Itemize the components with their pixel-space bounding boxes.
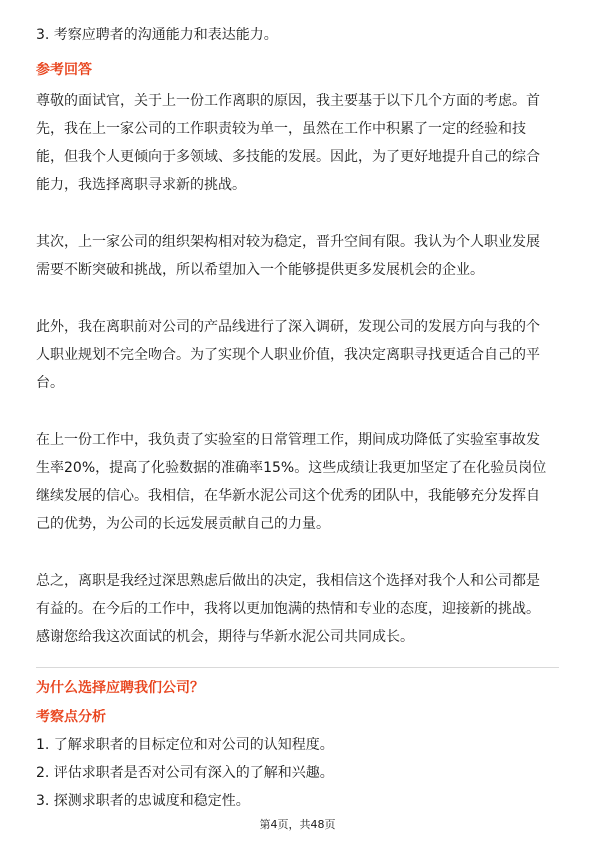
answer-line: 此外，我在离职前对公司的产品线进行了深入调研，发现公司的发展方向与我的个 (36, 319, 540, 335)
answer-line: 能力，我选择离职寻求新的挑战。 (36, 177, 246, 193)
answer-line: 在上一份工作中，我负责了实验室的日常管理工作，期间成功降低了实验室事故发 (36, 432, 540, 448)
answer-line: 总之，离职是我经过深思熟虑后做出的决定，我相信这个选择对我个人和公司都是 (36, 573, 540, 589)
answer-line: 感谢您给我这次面试的机会，期待与华新水泥公司共同成长。 (36, 629, 414, 645)
reference-answer-heading: 参考回答 (36, 62, 92, 78)
analysis-item: 3. 探测求职者的忠诚度和稳定性。 (36, 793, 250, 809)
answer-line: 先，我在上一家公司的工作职责较为单一，虽然在工作中积累了一定的经验和技 (36, 121, 526, 137)
analysis-item: 1. 了解求职者的目标定位和对公司的认知程度。 (36, 737, 334, 753)
analysis-item: 2. 评估求职者是否对公司有深入的了解和兴趣。 (36, 765, 334, 781)
answer-line: 人职业规划不完全吻合。为了实现个人职业价值，我决定离职寻找更适合自己的平 (36, 347, 540, 363)
section-divider (36, 667, 559, 668)
analysis-heading: 考察点分析 (36, 709, 106, 725)
answer-line: 继续发展的信心。我相信，在华新水泥公司这个优秀的团队中，我能够充分发挥自 (36, 488, 540, 504)
answer-line: 生率20%，提高了化验数据的准确率15%。这些成绩让我更加坚定了在化验员岗位 (36, 460, 547, 476)
question-heading: 为什么选择应聘我们公司？ (36, 680, 204, 696)
answer-line: 能，但我个人更倾向于多领域、多技能的发展。因此，为了更好地提升自己的综合 (36, 149, 540, 165)
answer-line: 台。 (36, 375, 64, 391)
answer-line: 其次，上一家公司的组织架构相对较为稳定，晋升空间有限。我认为个人职业发展 (36, 234, 540, 250)
intro-point: 3. 考察应聘者的沟通能力和表达能力。 (36, 27, 278, 43)
page-number: 第4页，共48页 (259, 818, 336, 831)
answer-line: 有益的。在今后的工作中，我将以更加饱满的热情和专业的态度，迎接新的挑战。 (36, 601, 540, 617)
answer-line: 己的优势，为公司的长远发展贡献自己的力量。 (36, 516, 330, 532)
answer-line: 尊敬的面试官，关于上一份工作离职的原因，我主要基于以下几个方面的考虑。首 (36, 93, 540, 109)
answer-line: 需要不断突破和挑战，所以希望加入一个能够提供更多发展机会的企业。 (36, 262, 484, 278)
